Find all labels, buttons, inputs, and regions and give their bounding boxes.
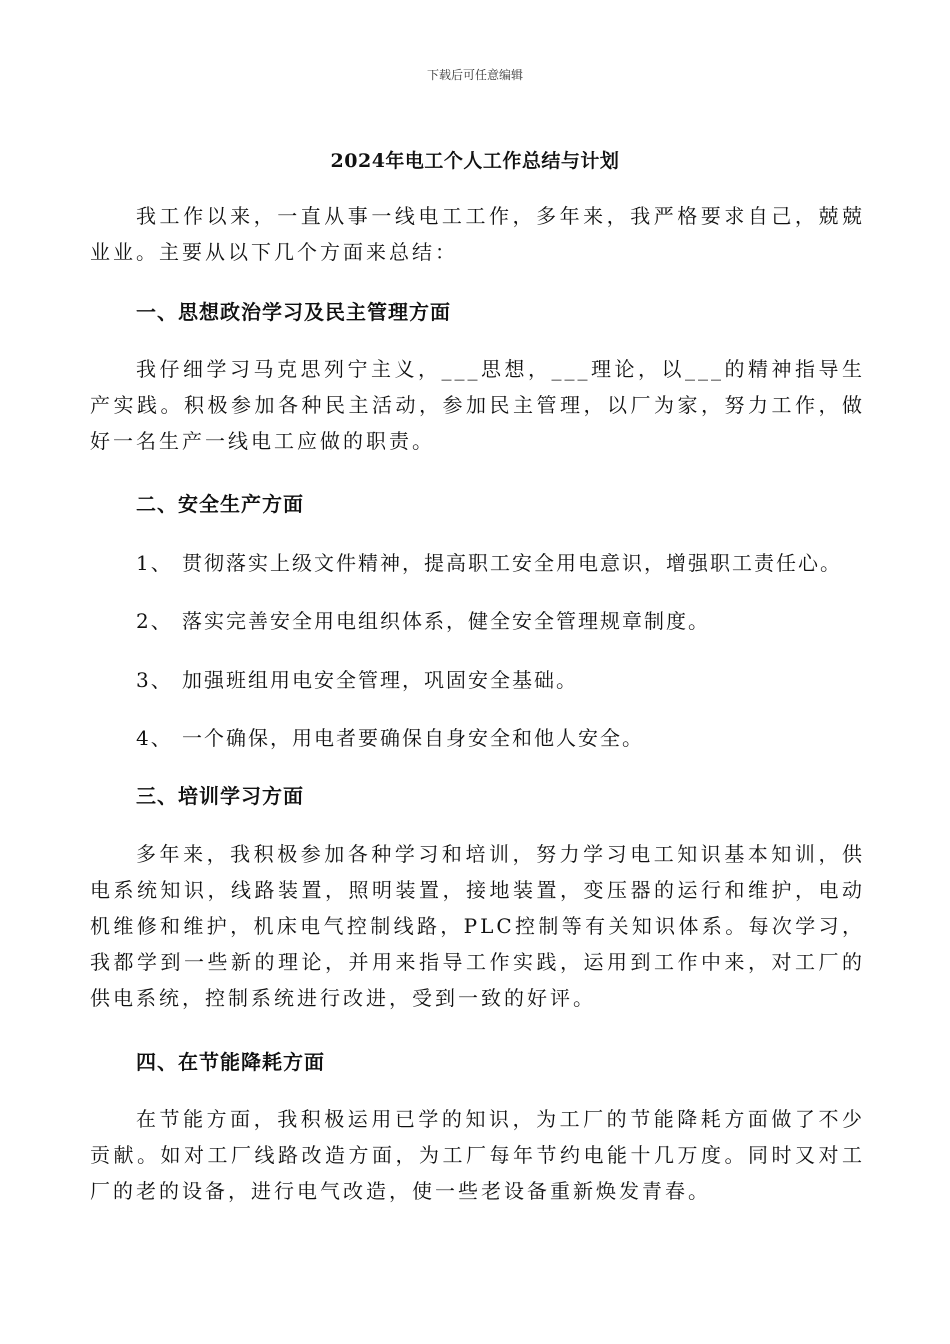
list-item-text: 贯彻落实上级文件精神，提高职工安全用电意识，增强职工责任心。 bbox=[182, 551, 842, 575]
list-item-number: 2、 bbox=[136, 609, 173, 633]
list-item-number: 1、 bbox=[136, 551, 173, 575]
list-item bbox=[136, 547, 866, 576]
intro-paragraph: 我工作以来，一直从事一线电工工作，多年来，我严格要求自己，兢兢业业。主要从以下几个方面来总结： bbox=[90, 204, 865, 264]
list-item-number: 3、 bbox=[136, 668, 173, 692]
list-item-number: 4、 bbox=[136, 726, 173, 750]
section-3-body: 多年来，我积极参加各种学习和培训，努力学习电工知识基本知训，供电系统知识，线路装置，照明装置，接地装置，变压器的运行和维护，电动机维修和维护，机床电气控制线路，PLC控制等有关知识体系。每次学习，我都学到一些新的理论，并用来指导工作实践，运用到工作中来，对工厂的供电系统，控制系统进行改进，受到一致的好评。 bbox=[90, 842, 865, 1010]
section-4-body: 在节能方面，我积极运用已学的知识，为工厂的节能降耗方面做了不少贡献。如对工厂线路改造方面，为工厂每年节约电能十几万度。同时又对工厂的老的设备，进行电气改造，使一些老设备重新焕发青春。 bbox=[90, 1107, 865, 1203]
list-item bbox=[136, 722, 866, 751]
list-item-text: 加强班组用电安全管理，巩固安全基础。 bbox=[182, 668, 578, 692]
section-3-heading: 三、培训学习方面 bbox=[136, 784, 304, 808]
section-4-heading: 四、在节能降耗方面 bbox=[136, 1050, 325, 1074]
document-title: 2024年电工个人工作总结与计划 bbox=[330, 150, 620, 172]
section-2-heading: 二、安全生产方面 bbox=[136, 492, 304, 516]
list-item bbox=[136, 605, 866, 634]
header-note: 下载后可任意编辑 bbox=[426, 68, 523, 82]
list-item bbox=[136, 664, 866, 693]
list-item-text: 落实完善安全用电组织体系，健全安全管理规章制度。 bbox=[182, 609, 710, 633]
list-item-text: 一个确保，用电者要确保自身安全和他人安全。 bbox=[182, 726, 644, 750]
section-1-body: 我仔细学习马克思列宁主义，___思想，___理论，以___的精神指导生产实践。积极参加各种民主活动，参加民主管理，以厂为家，努力工作，做好一名生产一线电工应做的职责。 bbox=[90, 357, 865, 453]
section-1-heading: 一、思想政治学习及民主管理方面 bbox=[136, 300, 451, 324]
